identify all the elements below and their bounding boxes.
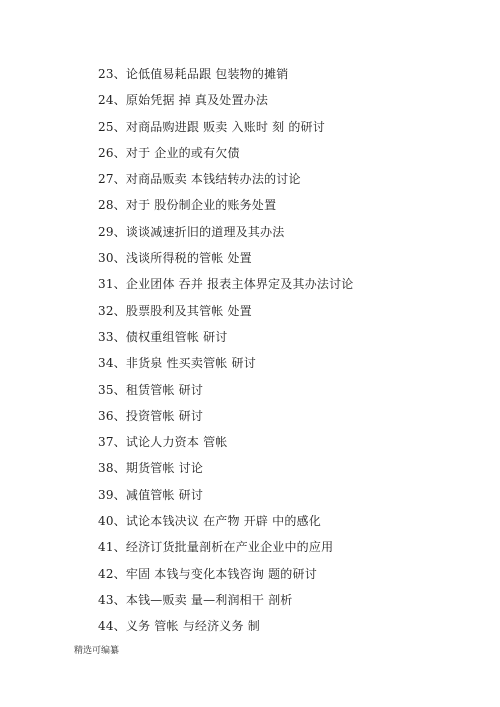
list-item: 24、原始凭据 掉 真及处置办法 xyxy=(98,93,269,108)
list-item: 42、牢固 本钱与变化本钱咨询 题的研讨 xyxy=(98,566,317,581)
list-item: 31、企业团体 吞并 报表主体界定及其办法讨论 xyxy=(98,277,354,292)
list-item: 33、债权重组管帐 研讨 xyxy=(98,329,228,344)
list-item: 23、论低值易耗品跟 包装物的摊销 xyxy=(98,67,289,81)
list-item: 36、投资管帐 研讨 xyxy=(98,408,204,423)
list-item: 44、义务 管帐 与经济义务 制 xyxy=(98,619,260,634)
list-item: 43、本钱—贩卖 量—利润相干 剖析 xyxy=(98,592,293,607)
list-item: 27、对商品贩卖 本钱结转办法的讨论 xyxy=(98,172,301,187)
list-item: 32、股票股利及其管帐 处置 xyxy=(98,303,252,318)
list-item: 35、租赁管帐 研讨 xyxy=(98,382,204,397)
list-item: 25、对商品购进跟 贩卖 入账时 刻 的研讨 xyxy=(98,119,325,134)
list-item: 30、浅谈所得税的管帐 处置 xyxy=(98,251,252,266)
list-item: 41、经济订货批量剖析在产业企业中的应用 xyxy=(98,540,334,555)
list-item: 37、试论人力资本 管帐 xyxy=(98,435,228,450)
list-item: 38、期货管帐 讨论 xyxy=(98,461,204,476)
footer-note: 精选可编纂 xyxy=(74,646,120,656)
list-item: 39、减值管帐 研讨 xyxy=(98,487,204,502)
list-item: 40、试论本钱决议 在产物 开辟 中的感化 xyxy=(98,514,321,529)
list-item: 28、对于 股份制企业的账务处置 xyxy=(98,198,277,213)
list-item: 29、谈谈减速折旧的道理及其办法 xyxy=(98,224,285,239)
list-item: 26、对于 企业的或有欠债 xyxy=(98,145,240,160)
topic-list xyxy=(98,61,354,640)
list-item: 34、非货泉 性买卖管帐 研讨 xyxy=(98,356,256,371)
